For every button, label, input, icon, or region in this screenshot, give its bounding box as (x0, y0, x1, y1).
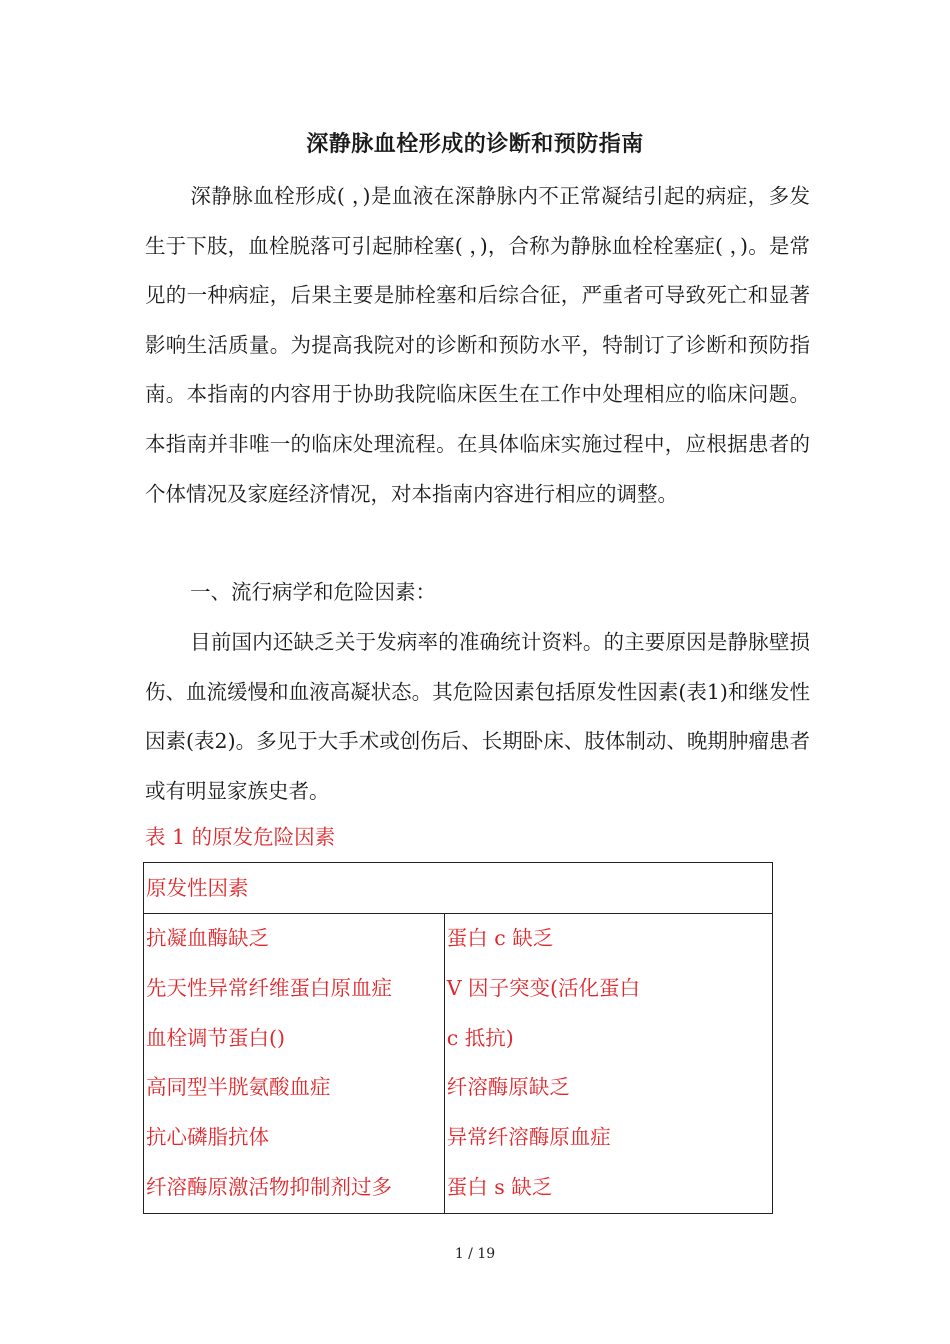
list-item: 蛋白 c 缺乏 (446, 926, 554, 950)
list-item: 纤溶酶原激活物抑制剂过多 (146, 1174, 392, 1199)
right-column-cell (444, 914, 772, 1214)
list-item: 血栓调节蛋白() (146, 1025, 285, 1050)
list-item: 抗凝血酶缺乏 (146, 926, 269, 950)
list-item: 蛋白 s 缺乏 (446, 1174, 553, 1199)
list-item: 高同型半胱氨酸血症 (146, 1075, 331, 1100)
list-item: V 因子突变(活化蛋白 (446, 975, 641, 1000)
intro-paragraph (145, 172, 810, 519)
intro-text: 深静脉血栓形成( ，)是血液在深静脉内不正常凝结引起的病症，多发生于下肢，血栓脱落可引起肺栓塞( ，)，合称为静脉血栓栓塞症( ，)。是常见的一种病症，后果主要是肺栓塞和后综合征，严重者可导致死亡和显著影响生活质量。为提高我院对的诊断和预防水平，特制订了诊断和预防指南。本指南的内容用于协助我院临床医生在工作中处理相应的临床问题。本指南并非唯一的临床处理流程。在具体临床实施过程中，应根据患者的个体情况及家庭经济情况，对本指南内容进行相应的调整。 (145, 184, 810, 506)
section-heading (145, 568, 810, 618)
list-item: c 抵抗) (446, 1025, 514, 1050)
document-title: 深静脉血栓形成的诊断和预防指南 (306, 131, 644, 157)
list-item: 抗心磷脂抗体 (146, 1125, 269, 1150)
list-item: 异常纤溶酶原血症 (446, 1125, 611, 1150)
risk-factor-table (143, 862, 773, 1214)
section-heading-text: 一、流行病学和危险因素： (190, 580, 436, 604)
list-item: 纤溶酶原缺乏 (446, 1075, 570, 1100)
section-body-text: 目前国内还缺乏关于发病率的准确统计资料。的主要原因是静脉壁损伤、血流缓慢和血液高凝状态。其危险因素包括原发性因素(表1)和继发性因素(表2)。多见于大手术或创伤后、长期卧床、肢体制动、晚期肿瘤患者或有明显家族史者。 (145, 630, 810, 803)
table-header-cell: 原发性因素 (144, 863, 773, 914)
table-header-row (144, 863, 773, 914)
page-number: 1 / 19 (454, 1246, 496, 1262)
list-item: 先天性异常纤维蛋白原血症 (146, 975, 392, 1000)
table-row (144, 914, 773, 1214)
left-column-cell (144, 914, 445, 1214)
section-paragraph (145, 618, 810, 816)
table-caption: 表 1 的原发危险因素 (145, 825, 336, 849)
